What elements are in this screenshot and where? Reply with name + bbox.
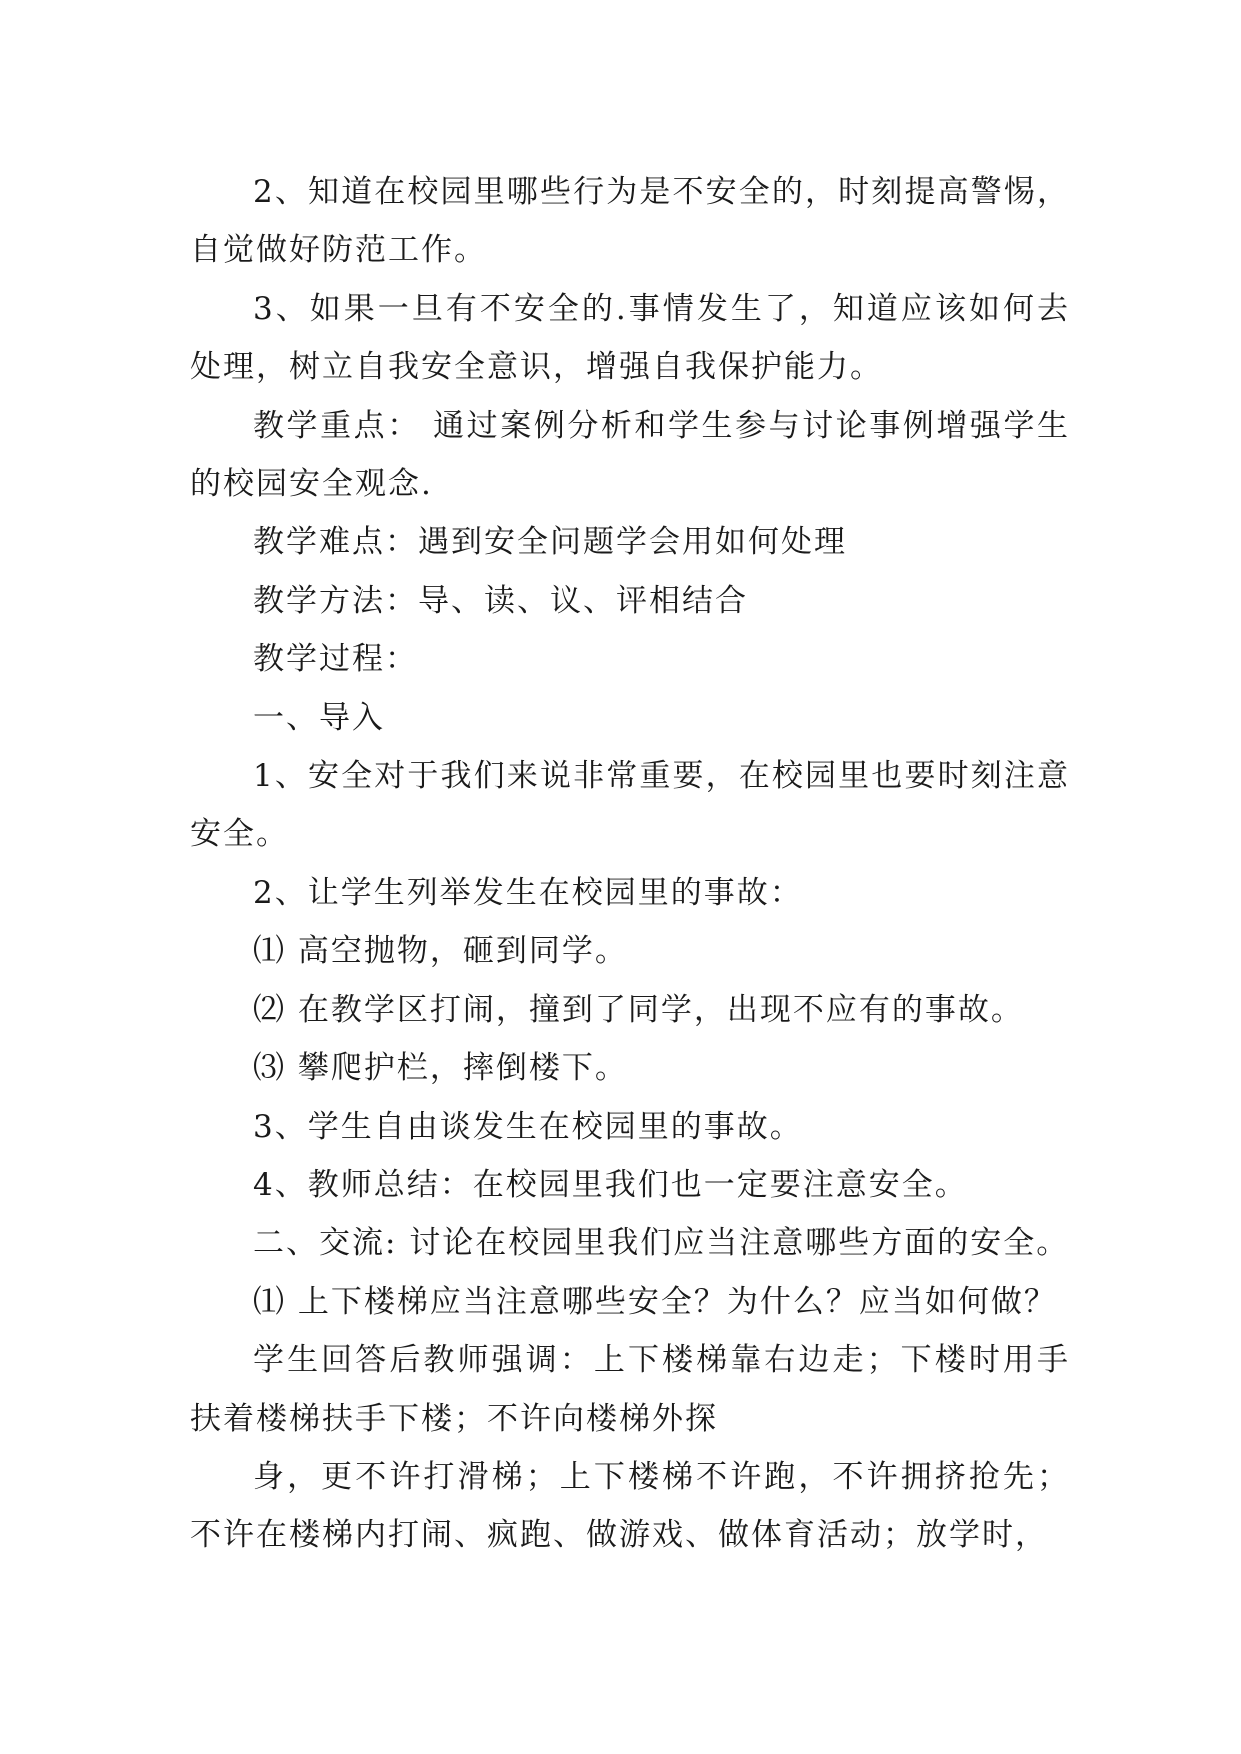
paragraph-goal-2: 2、知道在校园里哪些行为是不安全的，时刻提高警惕，自觉做好防范工作。 <box>190 174 1070 269</box>
list-item-accident-1: ⑴ 高空抛物，砸到同学。 <box>253 933 628 970</box>
paragraph-goal-3: 3、如果一旦有不安全的.事情发生了，知道应该如何去处理，树立自我安全意识，增强自我保护能力。 <box>190 290 1070 386</box>
list-item-stairs-question: ⑴ 上下楼梯应当注意哪些安全？为什么？应当如何做？ <box>253 1283 1057 1320</box>
paragraph-process-heading: 教学过程： <box>253 641 418 678</box>
section-heading-intro: 一、导入 <box>253 699 385 736</box>
list-item-accident-2: ⑵ 在教学区打闹，撞到了同学，出现不应有的事故。 <box>253 991 1024 1028</box>
document-body <box>190 163 1070 1565</box>
paragraph-intro-1: 1、安全对于我们来说非常重要，在校园里也要时刻注意安全。 <box>190 758 1070 853</box>
list-item-accident-3: ⑶ 攀爬护栏，摔倒楼下。 <box>253 1050 628 1087</box>
paragraph-key-point: 教学重点： 通过案例分析和学生参与讨论事例增强学生的校园安全观念. <box>190 407 1070 503</box>
paragraph-intro-3: 3、学生自由谈发生在校园里的事故。 <box>253 1108 803 1145</box>
section-heading-discussion: 二、交流: 讨论在校园里我们应当注意哪些方面的安全。 <box>253 1225 1070 1262</box>
paragraph-difficulty: 教学难点：遇到安全问题学会用如何处理 <box>253 524 847 561</box>
paragraph-intro-4: 4、教师总结：在校园里我们也一定要注意安全。 <box>253 1166 968 1203</box>
paragraph-method: 教学方法：导、读、议、评相结合 <box>253 582 748 619</box>
paragraph-teacher-emphasis: 学生回答后教师强调：上下楼梯靠右边走；下楼时用手扶着楼梯扶手下楼；不许向楼梯外探 <box>190 1342 1070 1437</box>
paragraph-intro-2: 2、让学生列举发生在校园里的事故： <box>253 874 803 911</box>
paragraph-stairs-rules: 身，更不许打滑梯；上下楼梯不许跑，不许拥挤抢先；不许在楼梯内打闹、疯跑、做游戏、做体育活动；放学时， <box>190 1458 1070 1554</box>
